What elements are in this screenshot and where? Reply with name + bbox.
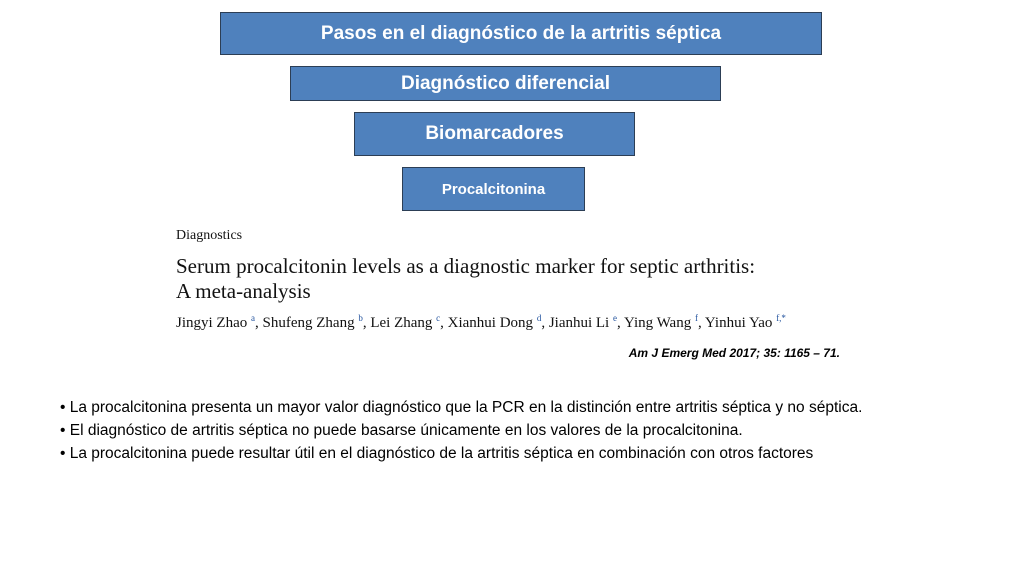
differential-diagnosis-label: Diagnóstico diferencial <box>400 72 611 94</box>
diagnosis-steps-label: Pasos en el diagnóstico de la artritis séptica <box>320 22 722 44</box>
procalcitonin-label: Procalcitonina <box>441 180 546 198</box>
diagnosis-steps-box <box>220 12 822 55</box>
author: Shufeng Zhang $^b$, <box>262 313 367 331</box>
citation: Am J Emerg Med 2017; 35: 1165 – 71. <box>628 346 840 360</box>
paper-authors <box>176 313 876 332</box>
author: Lei Zhang $^c$, <box>370 313 444 331</box>
paper-header <box>176 228 876 332</box>
differential-diagnosis-box <box>290 66 721 101</box>
author: Jianhui Li $^e$, <box>548 313 621 331</box>
paper-section: Diagnostics <box>176 228 243 243</box>
biomarkers-box <box>354 112 635 156</box>
author: Xianhui Dong $^d$, <box>447 313 546 331</box>
bullet-list <box>60 396 1000 465</box>
paper-title-line-2: A meta-analysis <box>176 279 311 303</box>
paper-title <box>176 254 876 304</box>
procalcitonin-box <box>402 167 585 211</box>
bullet-item: • La procalcitonina presenta un mayor valor diagnóstico que la PCR en la distinción entre artritis séptica y no séptica. <box>60 399 863 416</box>
biomarkers-label: Biomarcadores <box>425 123 564 144</box>
bullet-item: • El diagnóstico de artritis séptica no puede basarse únicamente en los valores de la procalcitonina. <box>60 422 743 439</box>
author: Yinhui Yao $^{f,*}$ <box>704 313 786 331</box>
author: Ying Wang $^f$, <box>623 313 702 331</box>
bullet-item: • La procalcitonina puede resultar útil en el diagnóstico de la artritis séptica en combinación con otros factores <box>60 445 814 462</box>
paper-title-line-1: Serum procalcitonin levels as a diagnostic marker for septic arthritis: <box>176 254 756 278</box>
author: Jingyi Zhao $^a$, <box>176 313 259 331</box>
